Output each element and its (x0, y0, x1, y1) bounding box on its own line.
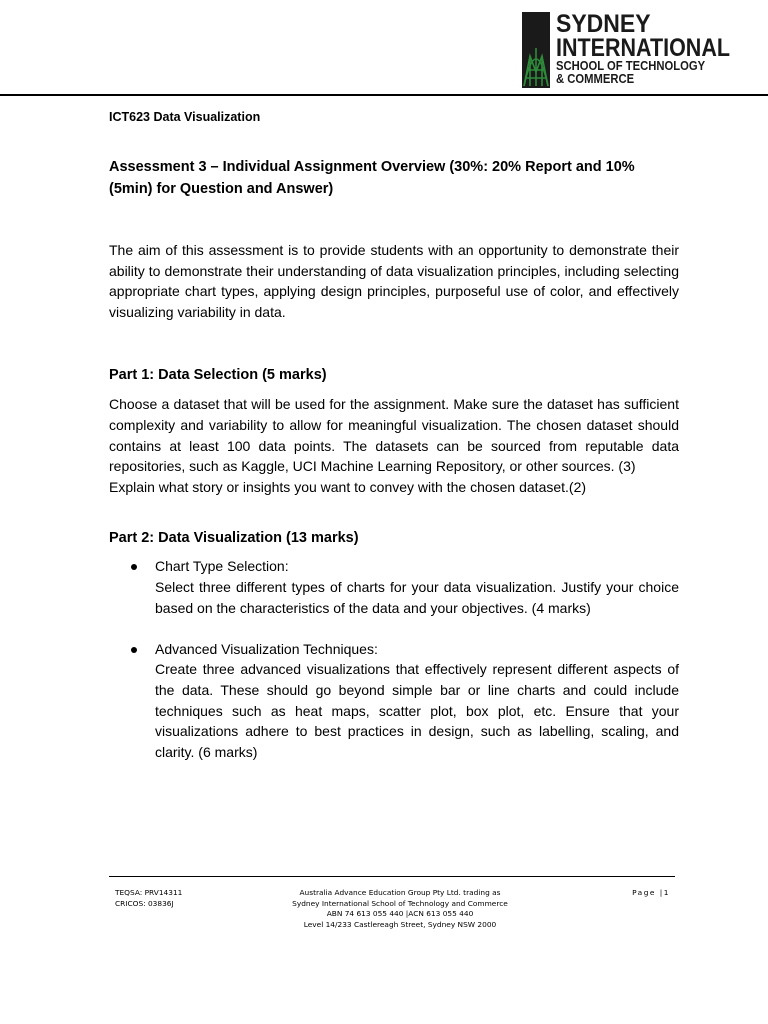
footer-cricos: CRICOS: 03836J (115, 898, 174, 908)
bullet-body: Create three advanced visualizations that effectively represent different aspects of the data. These should go beyond simple bar or line charts and could include techniques such as heat maps, scatter plot, box plot, etc. Ensure that your visualizations adhere to best practices in design, such as labelling, scaling, and clarity. (6 marks) (155, 661, 679, 760)
logo-wordmark (556, 12, 758, 86)
bullet-heading: Chart Type Selection: (155, 558, 289, 575)
footer-company-line: Australia Advance Education Group Pty Ltd. trading as (299, 888, 501, 897)
footer-school-line: Sydney International School of Technology and Commerce (292, 898, 508, 908)
school-logo (522, 12, 762, 90)
footer-divider (109, 876, 675, 877)
logo-line-sydney: SYDNEY (556, 10, 651, 38)
document-body (109, 108, 679, 762)
bullet-dot-icon (131, 564, 137, 570)
header-divider (0, 94, 768, 96)
bullet-heading: Advanced Visualization Techniques: (155, 640, 378, 657)
course-code-title: ICT623 Data Visualization (109, 110, 261, 124)
logo-line-international: INTERNATIONAL (556, 34, 730, 62)
part1-paragraph: Choose a dataset that will be used for the assignment. Make sure the dataset has sufficient complexity and variability to allow for meaningful visualization. The chosen dataset should contains at least 100 data points. The datasets can be sourced from reputable data repositories, such as Kaggle, UCI Machine Learning Repository, or other sources. (3) (109, 396, 679, 475)
bullet-item (109, 639, 679, 763)
bullet-dot-icon (131, 647, 137, 653)
part1-story-paragraph: Explain what story or insights you want to convey with the chosen dataset.(2) (109, 478, 587, 495)
part2-heading: Part 2: Data Visualization (13 marks) (109, 530, 359, 547)
part2-bullet-list (109, 556, 679, 762)
part1-heading: Part 1: Data Selection (5 marks) (109, 367, 327, 384)
bridge-logo-icon (522, 12, 550, 88)
footer-abn-line: ABN 74 613 055 440 |ACN 613 055 440 (326, 909, 474, 918)
aim-paragraph: The aim of this assessment is to provide students with an opportunity to demonstrate their ability to demonstrate their understanding of data visualization principles, including selecting appropriate chart types, applying design principles, purposeful use of color, and effectively visualizing variability in data. (109, 242, 679, 320)
bullet-item (109, 556, 679, 618)
logo-line-commerce: & COMMERCE (556, 72, 635, 86)
logo-line-school: SCHOOL OF TECHNOLOGY (556, 59, 706, 73)
page-number: Page |1 (632, 888, 670, 897)
bullet-body: Select three different types of charts for your data visualization. Justify your choice based on the characteristics of the data and your objectives. (4 marks) (155, 578, 679, 616)
footer-registration (115, 888, 225, 909)
assessment-title: Assessment 3 – Individual Assignment Overview (30%: 20% Report and 10% (5min) for Question and Answer) (109, 159, 635, 197)
footer-company-info (250, 888, 550, 930)
footer-address-line: Level 14/233 Castlereagh Street, Sydney NSW 2000 (303, 919, 497, 929)
footer-teqsa: TEQSA: PRV14311 (115, 888, 183, 897)
